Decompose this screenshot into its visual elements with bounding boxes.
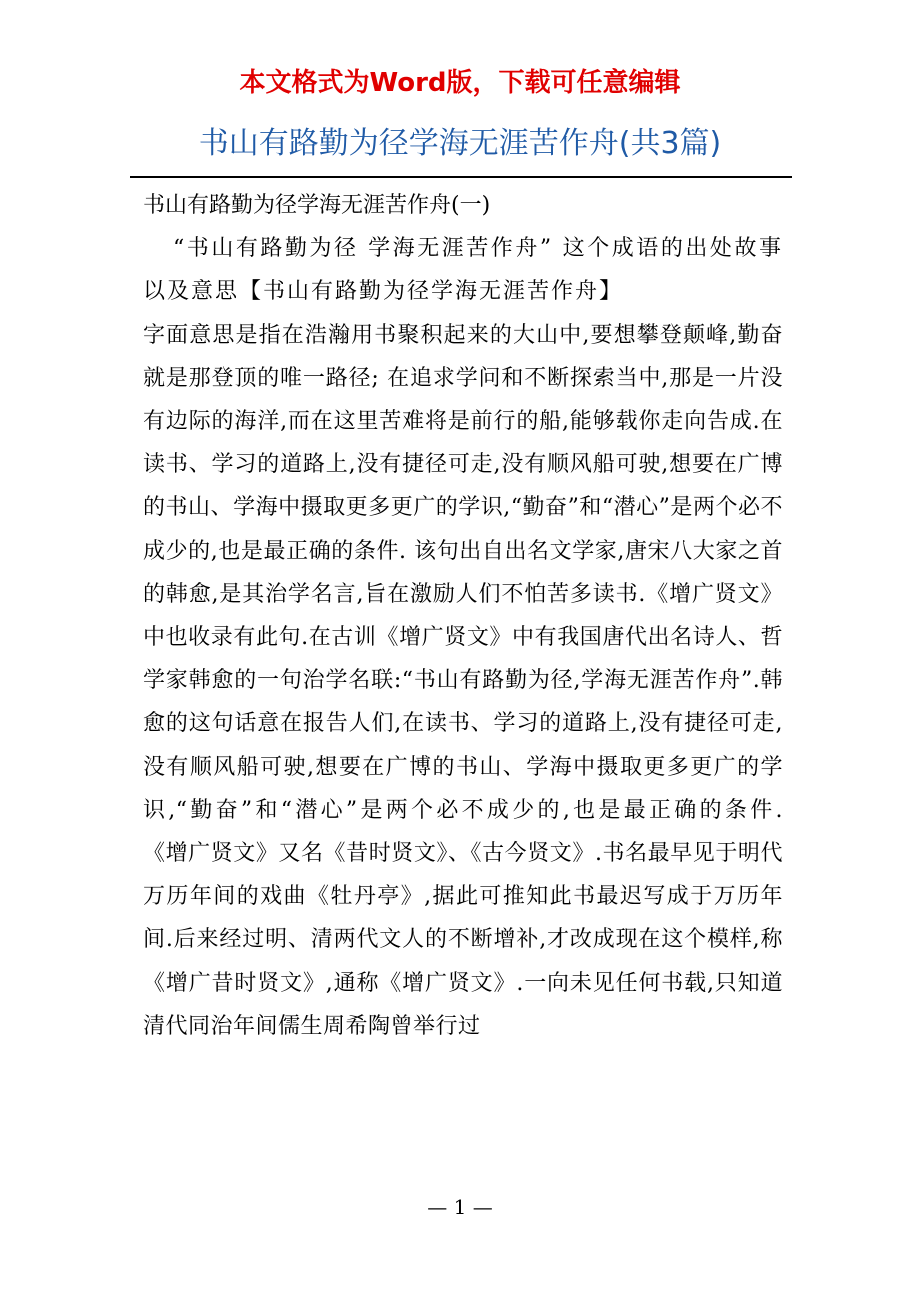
document-body [143,184,829,1048]
paragraph-idiom-origin: “书山有路勤为径 学海无涯苦作舟” 这个成语的出处故事 以及意思【书山有路勤为径学海无涯苦作舟】 [143,236,783,305]
document-title: 书山有路勤为径学海无涯苦作舟(共3篇) [198,126,722,161]
paragraph-meaning: 字面意思是指在浩瀚用书聚积起来的大山中,要想攀登颠峰,勤奋就是那登顶的唯一路径; 在追求学问和不断探索当中,那是一片没有边际的海洋,而在这里苦难将是前行的船,能够载你走向告成.在读书、学习的道路上,没有捷径可走,没有顺风船可驶,想要在广博的书山、学海中摄取更多更广的学识,“勤奋”和“潜心”是两个必不成少的,也是最正确的条件. 该句出自出名文学家,唐宋八大家之首的韩愈,是其治学名言,旨在激励人们不怕苦多读书.《增广贤文》中也收录有此句.在古训《增广贤文》中有我国唐代出名诗人、哲学家韩愈的一句治学名联:“书山有路勤为径,学海无涯苦作舟”.韩愈的这句话意在报告人们,在读书、学习的道路上,没有捷径可走,没有顺风船可驶,想要在广博的书山、学海中摄取更多更广的学识,“勤奋”和“潜心”是两个必不成少的,也是最正确的条件. 《增广贤文》又名《昔时贤文》、《古今贤文》.书名最早见于明代万历年间的戏曲《牡丹亭》,据此可推知此书最迟写成于万历年间.后来经过明、清两代文人的不断增补,才改成现在这个模样,称《增广昔时贤文》,通称《增广贤文》.一向未见任何书载,只知道清代同治年间儒生周希陶曾举行过 [143,322,829,1039]
page-number: — 1 — [427,1195,493,1219]
section-subtitle: 书山有路勤为径学海无涯苦作舟(一) [143,193,491,218]
format-notice-banner: 本文格式为Word版，下载可任意编辑 [239,68,681,98]
title-divider [130,176,792,178]
